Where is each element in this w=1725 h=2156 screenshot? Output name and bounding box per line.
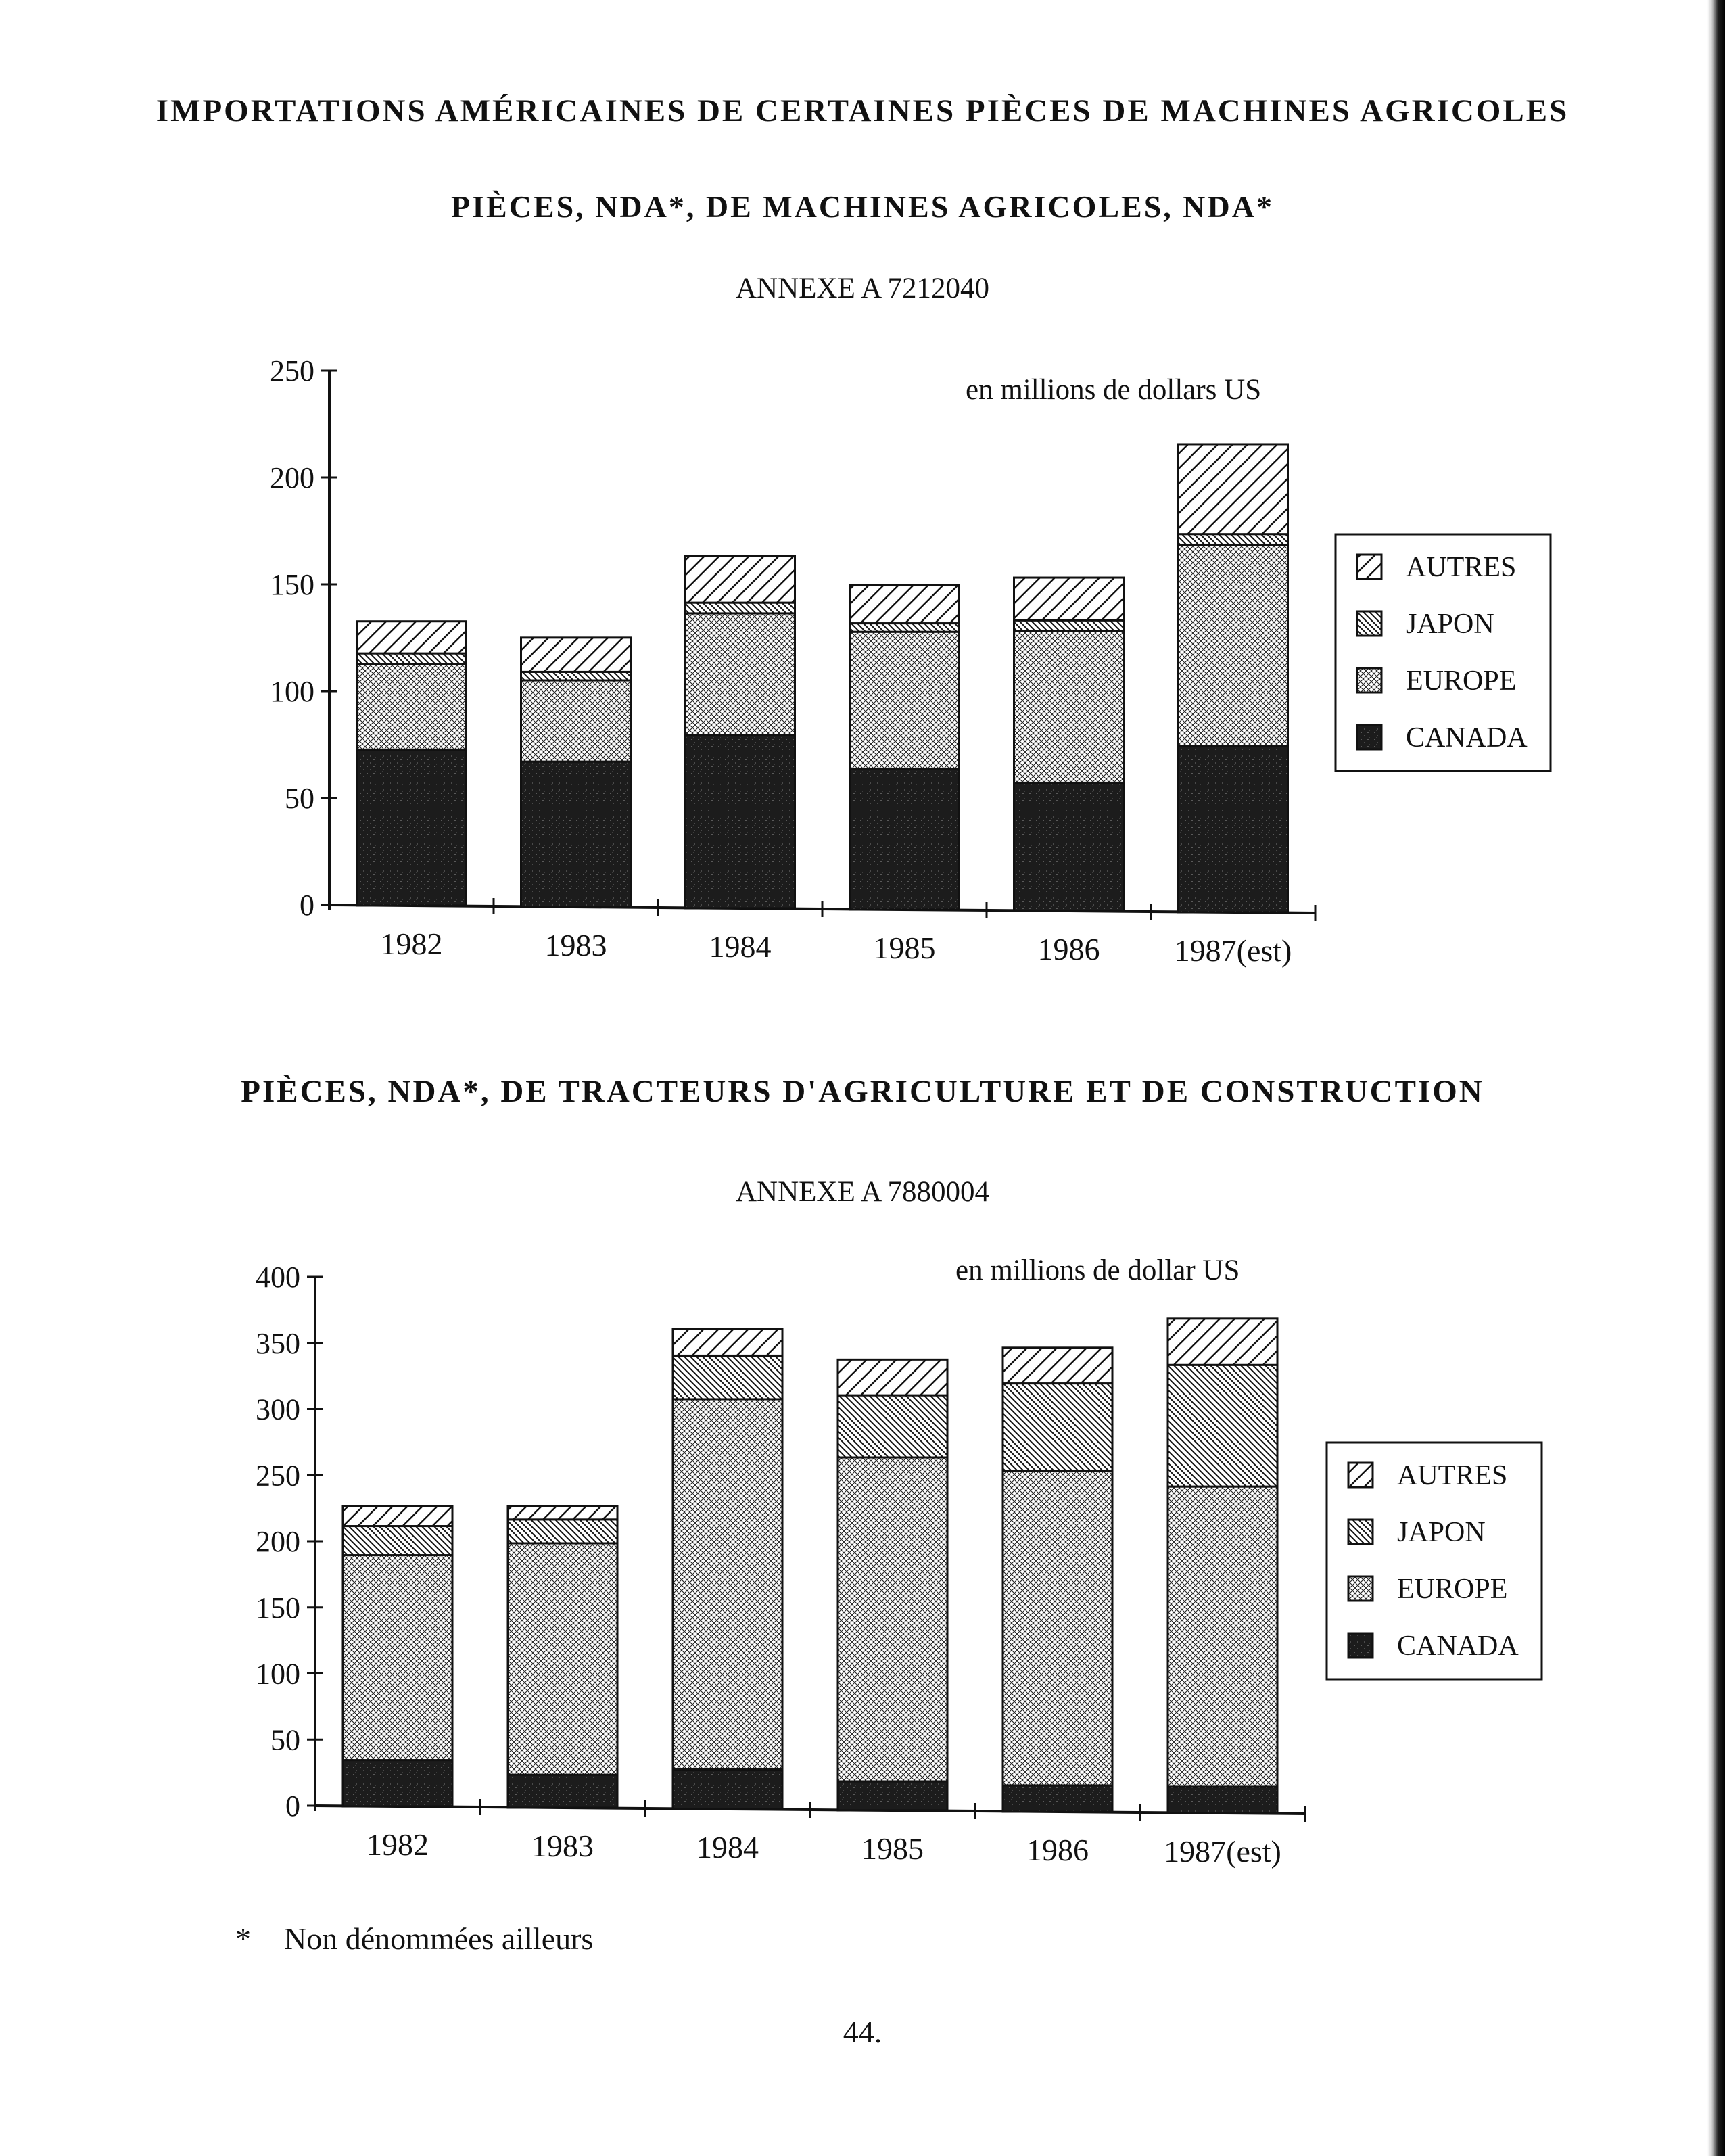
x-tick-label: 1985 — [861, 1831, 924, 1866]
bar-canada-1987-est — [1168, 1787, 1277, 1813]
bar-stack-1987-est — [1168, 1319, 1277, 1813]
bar-europe-1982 — [357, 664, 467, 749]
bar-canada-1984 — [686, 735, 795, 908]
bar-autres-1985 — [850, 585, 960, 624]
bar-japon-1987-est — [1168, 1365, 1277, 1486]
bar-europe-1983 — [508, 1543, 617, 1775]
bar-europe-1985 — [838, 1457, 947, 1781]
legend-label-japon: JAPON — [1406, 609, 1494, 640]
bar-stack-1983 — [521, 638, 631, 907]
x-tick-label: 1983 — [544, 928, 607, 962]
bar-japon-1982 — [343, 1526, 452, 1555]
y-tick-label: 300 — [256, 1392, 300, 1426]
bar-autres-1984 — [673, 1329, 782, 1355]
y-tick-label: 350 — [256, 1326, 300, 1360]
bar-europe-1982 — [343, 1555, 452, 1760]
y-tick-label: 400 — [256, 1261, 300, 1294]
bar-canada-1985 — [850, 768, 960, 910]
page-title: IMPORTATIONS AMÉRICAINES DE CERTAINES PIÈCES DE MACHINES AGRICOLES — [156, 93, 1569, 128]
y-tick-label: 150 — [270, 568, 314, 601]
x-tick-label: 1984 — [709, 929, 772, 964]
x-tick-label: 1986 — [1026, 1833, 1089, 1867]
bar-japon-1986 — [1014, 620, 1124, 631]
bar-canada-1986 — [1014, 782, 1124, 911]
chart-1-subtitle: ANNEXE A 7212040 — [735, 273, 990, 304]
bar-stack-1986 — [1003, 1348, 1112, 1812]
bar-europe-1987-est — [1168, 1486, 1277, 1787]
legend-label-canada: CANADA — [1406, 722, 1528, 753]
bar-europe-1986 — [1014, 631, 1124, 782]
bar-stack-1982 — [343, 1506, 452, 1806]
chart-2-title: PIÈCES, NDA*, DE TRACTEURS D'AGRICULTURE ET DE CONSTRUCTION — [241, 1074, 1484, 1109]
bar-autres-1986 — [1014, 578, 1124, 620]
bar-europe-1984 — [673, 1399, 782, 1769]
legend-swatch-autres — [1357, 555, 1381, 579]
page-number: 44. — [843, 2015, 882, 2049]
y-tick-label: 100 — [270, 675, 314, 708]
bar-japon-1985 — [850, 624, 960, 632]
bar-autres-1983 — [508, 1506, 617, 1520]
legend-label-europe: EUROPE — [1406, 665, 1517, 697]
y-tick-label: 200 — [256, 1525, 300, 1558]
footnote — [235, 1921, 593, 1956]
unit-label: en millions de dollar US — [955, 1255, 1240, 1286]
legend — [1327, 1443, 1542, 1679]
legend-swatch-canada — [1357, 725, 1381, 749]
bar-japon-1983 — [521, 672, 631, 680]
y-tick-label: 0 — [285, 1789, 300, 1823]
legend-label-japon: JAPON — [1397, 1517, 1486, 1548]
x-tick-label: 1985 — [873, 931, 936, 965]
bar-stack-1985 — [838, 1359, 947, 1810]
legend-swatch-japon — [1348, 1520, 1373, 1544]
y-tick-label: 50 — [285, 782, 314, 815]
bar-stack-1983 — [508, 1506, 617, 1808]
bar-japon-1983 — [508, 1520, 617, 1543]
legend-swatch-japon — [1357, 611, 1381, 636]
bar-canada-1985 — [838, 1781, 947, 1810]
legend-label-autres: AUTRES — [1397, 1460, 1508, 1491]
bar-europe-1984 — [686, 613, 795, 735]
bar-stack-1984 — [673, 1329, 782, 1809]
legend-label-europe: EUROPE — [1397, 1574, 1508, 1605]
legend-label-autres: AUTRES — [1406, 552, 1517, 583]
bar-canada-1984 — [673, 1769, 782, 1809]
bar-autres-1982 — [343, 1506, 452, 1526]
bar-europe-1986 — [1003, 1471, 1112, 1785]
bar-japon-1986 — [1003, 1384, 1112, 1471]
bar-autres-1985 — [838, 1359, 947, 1395]
bar-autres-1987-est — [1168, 1319, 1277, 1365]
x-tick-label: 1987(est) — [1174, 933, 1292, 968]
y-tick-label: 250 — [270, 354, 314, 388]
chart-1-title: PIÈCES, NDA*, DE MACHINES AGRICOLES, NDA* — [451, 189, 1274, 224]
y-tick-label: 200 — [270, 461, 314, 494]
x-tick-label: 1984 — [696, 1830, 759, 1865]
bar-autres-1984 — [686, 556, 795, 603]
bar-autres-1982 — [357, 622, 467, 653]
bar-europe-1985 — [850, 632, 960, 768]
y-tick-label: 50 — [270, 1723, 300, 1757]
legend-swatch-canada — [1348, 1633, 1373, 1658]
y-tick-label: 0 — [300, 889, 314, 922]
x-tick-label: 1983 — [531, 1829, 594, 1863]
legend — [1336, 534, 1551, 771]
bar-europe-1983 — [521, 680, 631, 761]
bar-canada-1983 — [521, 761, 631, 907]
bar-europe-1987-est — [1179, 544, 1288, 745]
legend-swatch-autres — [1348, 1463, 1373, 1487]
footnote-mark: * — [235, 1921, 251, 1956]
x-tick-label: 1986 — [1037, 932, 1100, 966]
y-tick-label: 100 — [256, 1657, 300, 1691]
bar-japon-1984 — [686, 603, 795, 613]
x-tick-label: 1982 — [367, 1827, 429, 1862]
bar-canada-1987-est — [1179, 746, 1288, 912]
bar-autres-1986 — [1003, 1348, 1112, 1384]
chart-1 — [0, 338, 1596, 1014]
bar-autres-1983 — [521, 638, 631, 672]
y-tick-label: 150 — [256, 1591, 300, 1624]
legend-swatch-europe — [1348, 1576, 1373, 1601]
legend-swatch-europe — [1357, 668, 1381, 693]
chart-2-subtitle: ANNEXE A 7880004 — [735, 1176, 990, 1208]
bar-canada-1986 — [1003, 1785, 1112, 1812]
bar-stack-1985 — [850, 585, 960, 910]
x-tick-label: 1987(est) — [1164, 1834, 1281, 1869]
chart-2 — [0, 1244, 1596, 1894]
bar-stack-1982 — [357, 622, 467, 906]
bar-japon-1987-est — [1179, 534, 1288, 545]
bar-canada-1982 — [357, 749, 467, 906]
x-tick-label: 1982 — [380, 927, 443, 961]
bar-stack-1986 — [1014, 578, 1124, 911]
y-tick-label: 250 — [256, 1459, 300, 1493]
bar-stack-1987-est — [1179, 444, 1288, 912]
unit-label: en millions de dollars US — [966, 374, 1262, 406]
bar-japon-1982 — [357, 653, 467, 664]
bar-canada-1983 — [508, 1775, 617, 1808]
footnote-text: Non dénommées ailleurs — [284, 1921, 594, 1956]
bar-japon-1985 — [838, 1395, 947, 1457]
bar-canada-1982 — [343, 1760, 452, 1806]
bar-stack-1984 — [686, 556, 795, 908]
legend-label-canada: CANADA — [1397, 1631, 1519, 1662]
bar-japon-1984 — [673, 1355, 782, 1399]
bar-autres-1987-est — [1179, 444, 1288, 534]
